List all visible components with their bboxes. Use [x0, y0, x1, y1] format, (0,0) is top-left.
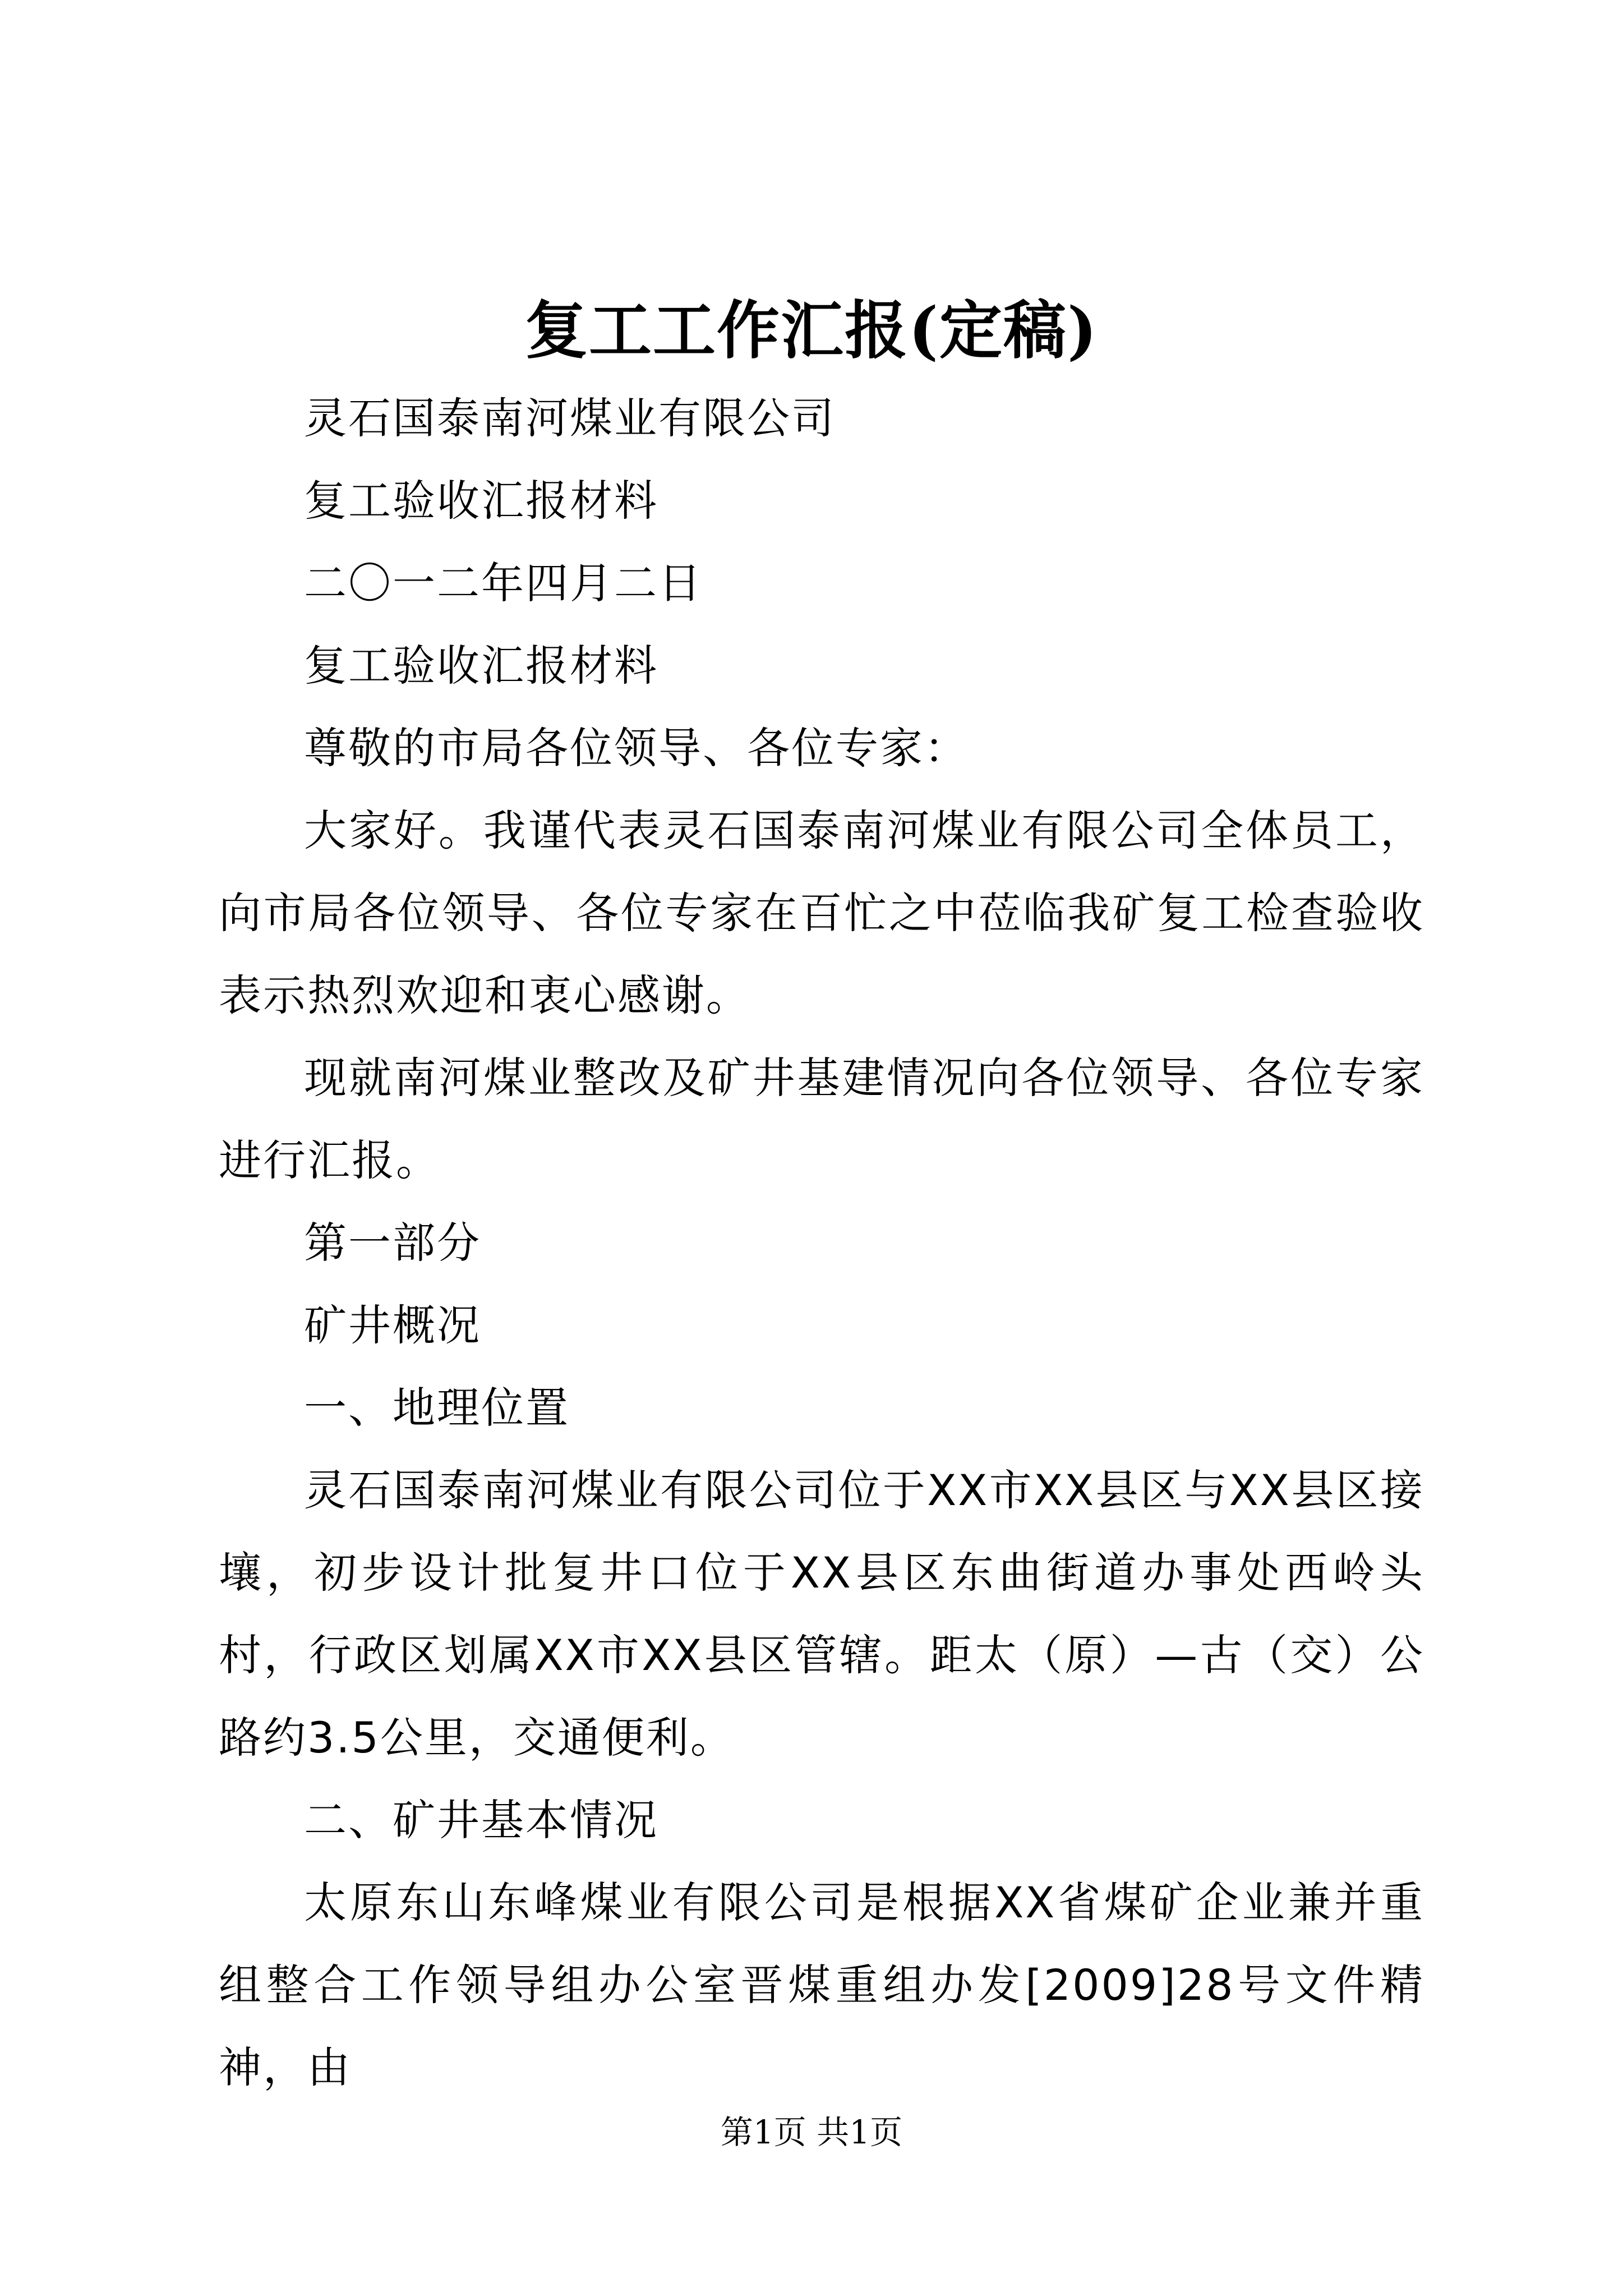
paragraph-mine-overview: 矿井概况 — [304, 1300, 481, 1350]
paragraph-report-intro: 现就南河煤业整改及矿井基建情况向各位领导、各位专家进行汇报。 — [219, 1053, 1424, 1185]
paragraph-salutation: 尊敬的市局各位领导、各位专家： — [304, 723, 969, 773]
section-heading-basic-info: 二、矿井基本情况 — [304, 1795, 658, 1845]
paragraph-welcome: 大家好。我谨代表灵石国泰南河煤业有限公司全体员工，向市局各位领导、各位专家在百忙之中莅临我矿复工检查验收表示热烈欢迎和衷心感谢。 — [219, 806, 1424, 1020]
document-title: 复工工作汇报(定稿) — [525, 294, 1098, 367]
document-body — [219, 377, 1424, 2109]
paragraph-location: 灵石国泰南河煤业有限公司位于XX市XX县区与XX县区接壤，初步设计批复井口位于XX县区东曲街道办事处西岭头村，行政区划属XX市XX县区管辖。距太（原）—古（交）公路约3.5公里，交通便利。 — [219, 1465, 1424, 1763]
paragraph-part-one: 第一部分 — [304, 1218, 481, 1268]
section-heading-location: 一、地理位置 — [304, 1383, 570, 1433]
paragraph-report-material-repeat: 复工验收汇报材料 — [304, 641, 658, 691]
paragraph-company: 灵石国泰南河煤业有限公司 — [304, 393, 836, 443]
paragraph-basic-info: 太原东山东峰煤业有限公司是根据XX省煤矿企业兼并重组整合工作领导组办公室晋煤重组办发[2009]28号文件精神，由 — [219, 1878, 1424, 2092]
page-footer: 第1页 共1页 — [720, 2113, 903, 2151]
paragraph-date: 二〇一二年四月二日 — [304, 558, 703, 608]
paragraph-report-material: 复工验收汇报材料 — [304, 476, 658, 526]
